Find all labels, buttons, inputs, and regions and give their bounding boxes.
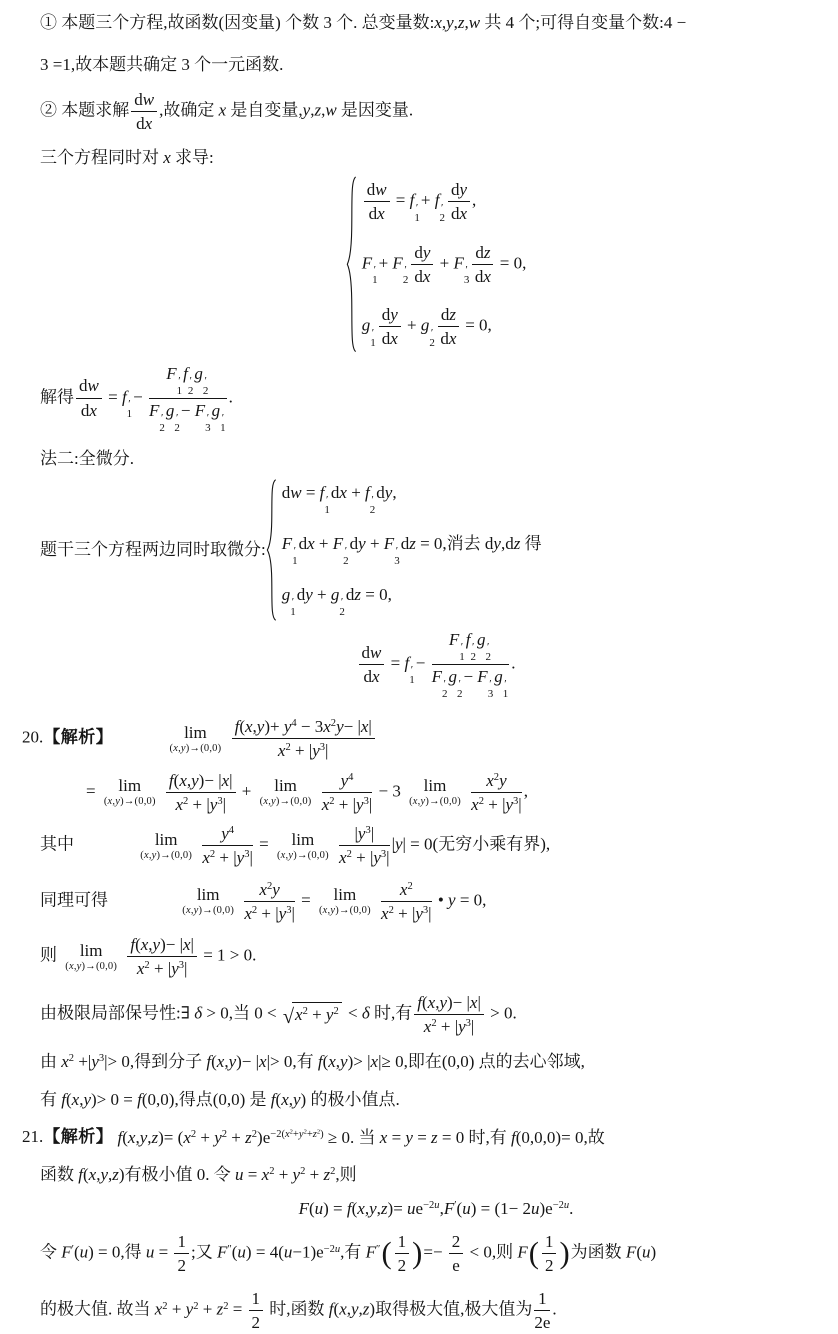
second-derivative-formula: 令 F′(u) = 0,得 u = $\frac{1}{2}$ ;又 $F''(u) = 4(u-1)e^{-2u}$,有 F″ ( $\frac{1}{2}$ ) =− $\frac{2}{e}$ < 0,则 F ( $\frac{1}{2}$ ) 为函数 F(u): [40, 1231, 657, 1275]
Fu-formula: $F(u) = f(x,y,z)= ue^{-2u},F'(u) = (1- 2u)e^{-2u}$.: [298, 1198, 574, 1218]
line-baohao: [40, 992, 832, 1038]
line-qizhong: [40, 823, 832, 869]
line-method2: 法二:全微分.: [40, 448, 134, 468]
qizhong-formula: lim (x,y)→(0,0) $\frac{y^4}{x^2 + |y^3|}$ = lim (x,y)→(0,0) $\frac{|y^3|}{x^2 + |y^3|}$ |y| = 0(无穷小乘有界),: [140, 824, 551, 868]
problem-21-number: 21.: [22, 1127, 44, 1146]
problem-21-line-4: [40, 1288, 832, 1334]
problem-21-line-3: [40, 1231, 832, 1277]
limit-expansion-formula: = lim (x,y)→(0,0) $\frac{f(x,y)- |x|}{x^2 + |y^3|}$ + lim (x,y)→(0,0) $\frac{y^4}{x^2 + |y^3|}$ − 3 lim (x,y)→(0,0) $\frac{x^2y}{x^2 + |y^3|}$ ,: [86, 770, 528, 814]
problem-20-formula-2: [86, 770, 832, 816]
jiede-formula: $\frac{dw}{dx}$ = f ′ 1 − F ′ 1 f ′ 2 g ′ 2 F ′ 2 g ′ 2 − F ′ 3 g ′ 1 .: [74, 363, 233, 434]
para-2: ② 本题求解 $\frac{dw}{dx}$ ,故确定 x 是自变量,y,z,w 是因变量.: [40, 90, 414, 134]
tongli-formula: lim (x,y)→(0,0) $\frac{x^2y}{x^2 + |y^3|}$ = lim (x,y)→(0,0) $\frac{x^2}{x^2 + |y^3|}$ • y = 0,: [182, 879, 487, 923]
problem-21-jiexi-label: 【解析】: [43, 1127, 114, 1146]
line-tongli: [40, 879, 832, 925]
ze-formula: 则 lim (x,y)→(0,0) $\frac{f(x,y)- |x|}{x^2 + |y^3|}$ = 1 > 0.: [40, 935, 257, 979]
problem-20-jiexi-label: 【解析】: [43, 727, 114, 747]
equation-dw-dx-result: [40, 629, 832, 700]
para-1-line-2: 3 =1,故本题共确定 3 个一元函数.: [40, 54, 284, 74]
problem-20-formula-1: lim (x,y)→(0,0) $\frac{f(x,y)+ y^4 - 3x^2y- |x|}{x^2 + |y^3|}$: [166, 716, 377, 762]
jiede-label: 解得: [40, 386, 74, 406]
tongli-label: 同理可得: [40, 890, 108, 910]
cases-derivative-formula: $\frac{dw}{dx}$ = f ′ 1 + f ′ 2 $\frac{dy}{dx}$ , F ′ 1 + F ′ 2 $\frac{dy}{dx}$ + F ′ 3 $\frac{dz}{dx}$ = 0, g ′ 1 $\frac{dy}{dx}$ + g ′ 2 $\frac{dz}{dx}$ = 0,: [346, 176, 527, 353]
maximum-conclusion-formula: 的极大值. 故当 $x^2 + y^2 + z^2$ = $\frac{1}{2}$ 时,函数 f(x,y,z)取得极大值,极大值为 $\frac{1}{2e}$ .: [40, 1289, 557, 1333]
baohao-formula: 由极限局部保号性:∃ δ > 0,当 0 < √ $x^2 + y^2$ < δ 时,有 $\frac{f(x,y)- |x|}{x^2 + |y^3|}$ > 0.: [40, 992, 517, 1036]
para-3: 三个方程同时对 x 求导:: [40, 147, 214, 167]
problem-20: [22, 716, 832, 762]
qizhong-label: 其中: [40, 834, 74, 854]
problem-21-formula-1: $f(x,y,z)= (x^2 + y^2 + z^2)e^{-2(x^2+y^2+z^2)} \ge 0$. 当 x = y = z = 0 时,有 f(0,0,0)= 0,故: [117, 1127, 605, 1147]
line-ze: [40, 934, 832, 980]
line-differential-system: [40, 479, 832, 621]
problem-20-conclusion-2: 有 f(x,y)> 0 = f(0,0),得点(0,0) 是 f(x,y) 的极小值点.: [40, 1089, 400, 1109]
problem-21: [22, 1124, 832, 1150]
para-1-line-1: ① 本题三个方程,故函数(因变量) 个数 3 个. 总变量数:x,y,z,w 共 4 个;可得自变量个数:4 −: [40, 13, 687, 32]
problem-20-number: 20.: [22, 727, 44, 747]
problem-21-line-2: 函数 f(x,y,z)有极小值 0. 令 $u = x^2 + y^2 + z^2$,则: [40, 1164, 357, 1184]
dw-dx-result-formula: $\frac{dw}{dx}$ = f ′ 1 − F ′ 1 f ′ 2 g ′ 2 F ′ 2 g ′ 2 − F ′ 3 g ′ 1 .: [357, 629, 516, 700]
problem-20-conclusion-1: 由 $x^2 +|y^3|> 0$,得到分子 f(x,y)− |x|> 0,有 f(x,y)> |x|≥ 0,即在(0,0) 点的去心邻域,: [40, 1052, 585, 1071]
differential-label: 题干三个方程两边同时取微分:: [40, 540, 266, 560]
line-jiede: [40, 363, 832, 434]
equation-system-derivative: [40, 176, 832, 353]
cases-differential-formula: dw = f ′ 1 dx + f ′ 2 dy, F ′ 1 dx + F ′ 2 dy + F ′ 3 dz = 0,消去 dy,dz 得 g ′ 1 dy + g ′ 2 dz = 0,: [266, 479, 542, 621]
problem-21-equation-Fu: [40, 1195, 832, 1221]
